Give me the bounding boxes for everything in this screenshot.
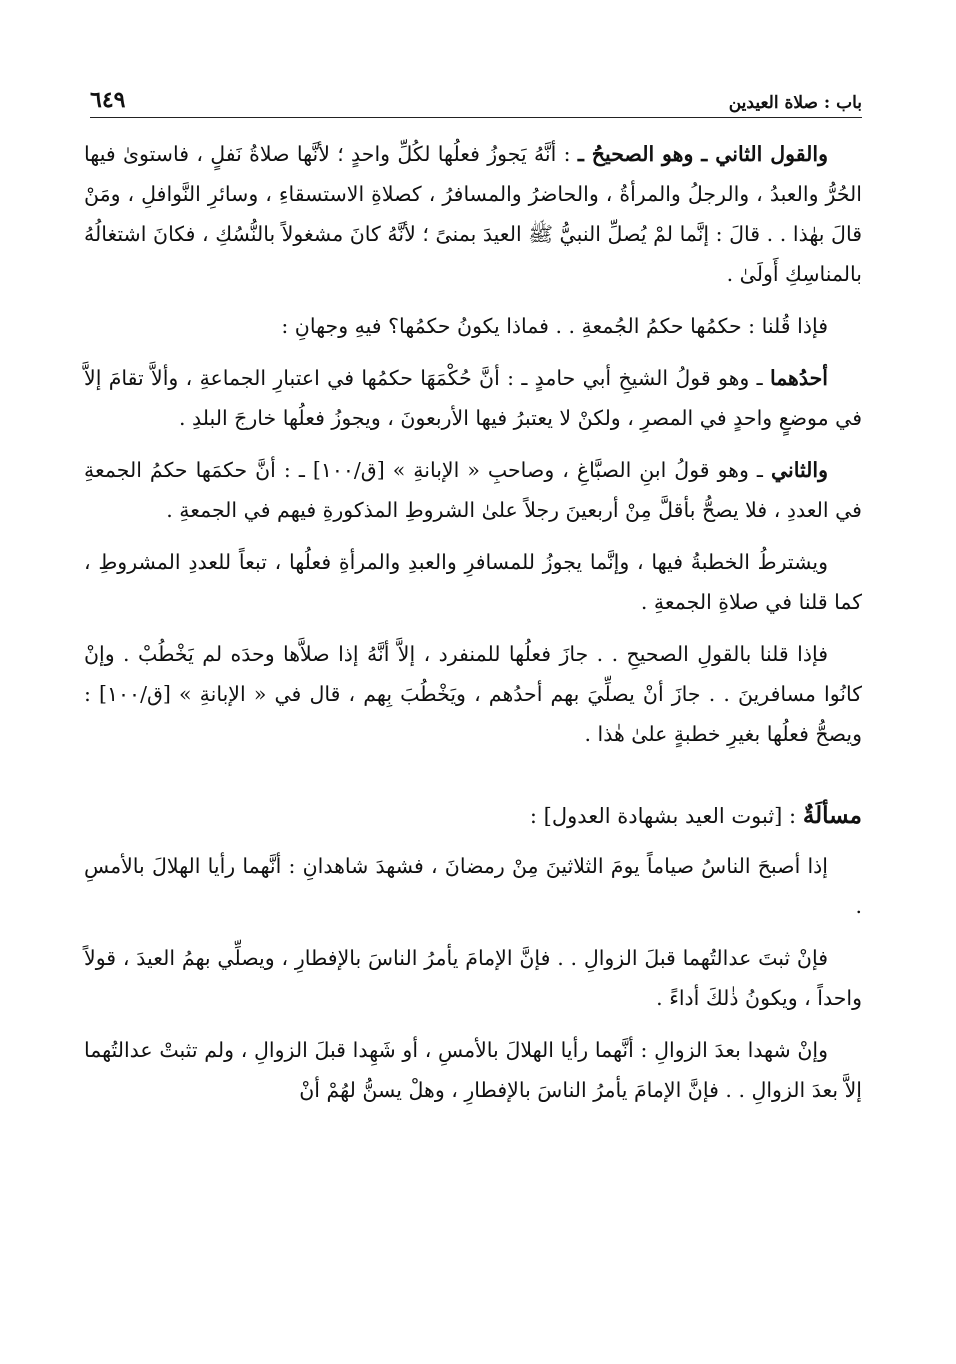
- paragraph-text: فإنْ ثبتَ عدالتُهما قبلَ الزوالِ . . فإنَّ الإمامَ يأمرُ الناسَ بالإفطارِ ، ويصلِّي بهمُ العيدَ ، قولاً واحداً ، ويكونُ ذٰلكَ أداءً .: [84, 946, 862, 1010]
- paragraph: [84, 306, 862, 346]
- running-head: باب : صلاة العيدين: [728, 93, 862, 113]
- paragraph: [84, 1030, 862, 1110]
- page-header: [90, 84, 862, 118]
- paragraph-text: ويشترطُ الخطبةُ فيها ، وإنَّما يجوزُ للمسافرِ والعبدِ والمرأةِ فعلُها ، تبعاً للعددِ المشروطِ ، كما قلنا في صلاةِ الجمعةِ .: [84, 550, 862, 614]
- issue-heading: [84, 796, 862, 836]
- paragraph-text: فإذا قُلنا : حكمُها حكمُ الجُمعةِ . . فماذا يكونُ حكمُها؟ فيهِ وجهانِ :: [281, 314, 828, 338]
- paragraph-lead: والثاني: [770, 458, 829, 482]
- paragraph: [84, 938, 862, 1018]
- paragraph-text: فإذا قلنا بالقولِ الصحيحِ . . جازَ فعلُها للمنفرد ، إلاَّ أنَّهُ إذا صلاَّها وحدَه لم يَخْطُبْ . وإنْ كانُوا مسافرينَ . . جازَ أنْ يصلِّيَ بهم أحدُهم ، ويَخْطُبَ بِهم ، قال في « الإبانةِ » [ق/١٠٠] : ويصحُّ فعلُها بغيرِ خطبةٍ علىٰ هٰذا .: [84, 642, 863, 746]
- paragraph-text: وإنْ شهدا بعدَ الزوالِ : أنَّهما رأيا الهلالَ بالأمسِ ، أو شَهِدا قبلَ الزوالِ ، ولم تثبتْ عدالتُهما إلاَّ بعدَ الزوالِ . . فإنَّ الإمامَ يأمرُ الناسَ بالإفطارِ ، وهلْ يسنُّ لهُمْ أنْ: [84, 1038, 862, 1102]
- paragraph-text: إذا أصبحَ الناسُ صياماً يومَ الثلاثينَ مِنْ رمضانَ ، فشهدَ شاهدانِ : أنَّهما رأيا الهلالَ بالأمسِ .: [84, 854, 862, 918]
- paragraph: [84, 450, 862, 530]
- issue-label: مسألَةٌ: [802, 802, 862, 829]
- paragraph: [84, 846, 862, 926]
- paragraph: [84, 134, 862, 294]
- page-body: [84, 134, 862, 1122]
- paragraph: [84, 542, 862, 622]
- issue-title: : [ثبوت العيد بشهادة العدول] :: [529, 804, 803, 828]
- paragraph-lead: أحدُهما: [769, 366, 828, 390]
- paragraph-text: ـ وهو قولُ الشيخِ أبي حامدٍ ـ : أنَّ حُكْمَهَا حكمُها في اعتبارِ الجماعةِ ، وألاَّ تقامَ إلاَّ في موضعٍ واحدٍ في المصرِ ، ولكنْ لا يعتبرُ فيها الأربعونَ ، ويجوزُ فعلُها خارجَ البلدِ .: [84, 366, 862, 430]
- paragraph-text: : أنَّهُ يَجوزُ فعلُها لكُلِّ واحدٍ ؛ لأنَّها صلاةُ نَفلٍ ، فاستوىٰ فيها الحُرُّ والعبدُ ، والرجلُ والمرأةُ ، والحاضرُ والمسافرُ ، كصلاةِ الاستسقاءِ ، وسائرِ النَّوافلِ ، ومَنْ قالَ بهٰذا . . قالَ : إنَّما لمْ يُصلِّ النبيُّ ﷺ العيدَ بمنىً ؛ لأنَّهُ كانَ مشغولاً بالنُّسُكِ ، فكانَ اشتغالُهُ بالمناسِكِ أَولَىٰ .: [84, 142, 862, 286]
- paragraph-lead: والقول الثاني ـ وهو الصحيحُ ـ: [577, 142, 828, 166]
- page-number: ٦٤٩: [90, 87, 126, 113]
- paragraph: [84, 634, 862, 754]
- paragraph-text: ـ وهو قولُ ابنِ الصبَّاغِ ، وصاحبِ « الإبانةِ » [ق/١٠٠] ـ : أنَّ حكمَها حكمُ الجمعةِ في العددِ ، فلا يصحُّ بأقلَّ مِنْ أربعينَ رجلاً علىٰ الشروطِ المذكورةِ فيهم في الجمعةِ .: [84, 458, 862, 522]
- paragraph: [84, 358, 862, 438]
